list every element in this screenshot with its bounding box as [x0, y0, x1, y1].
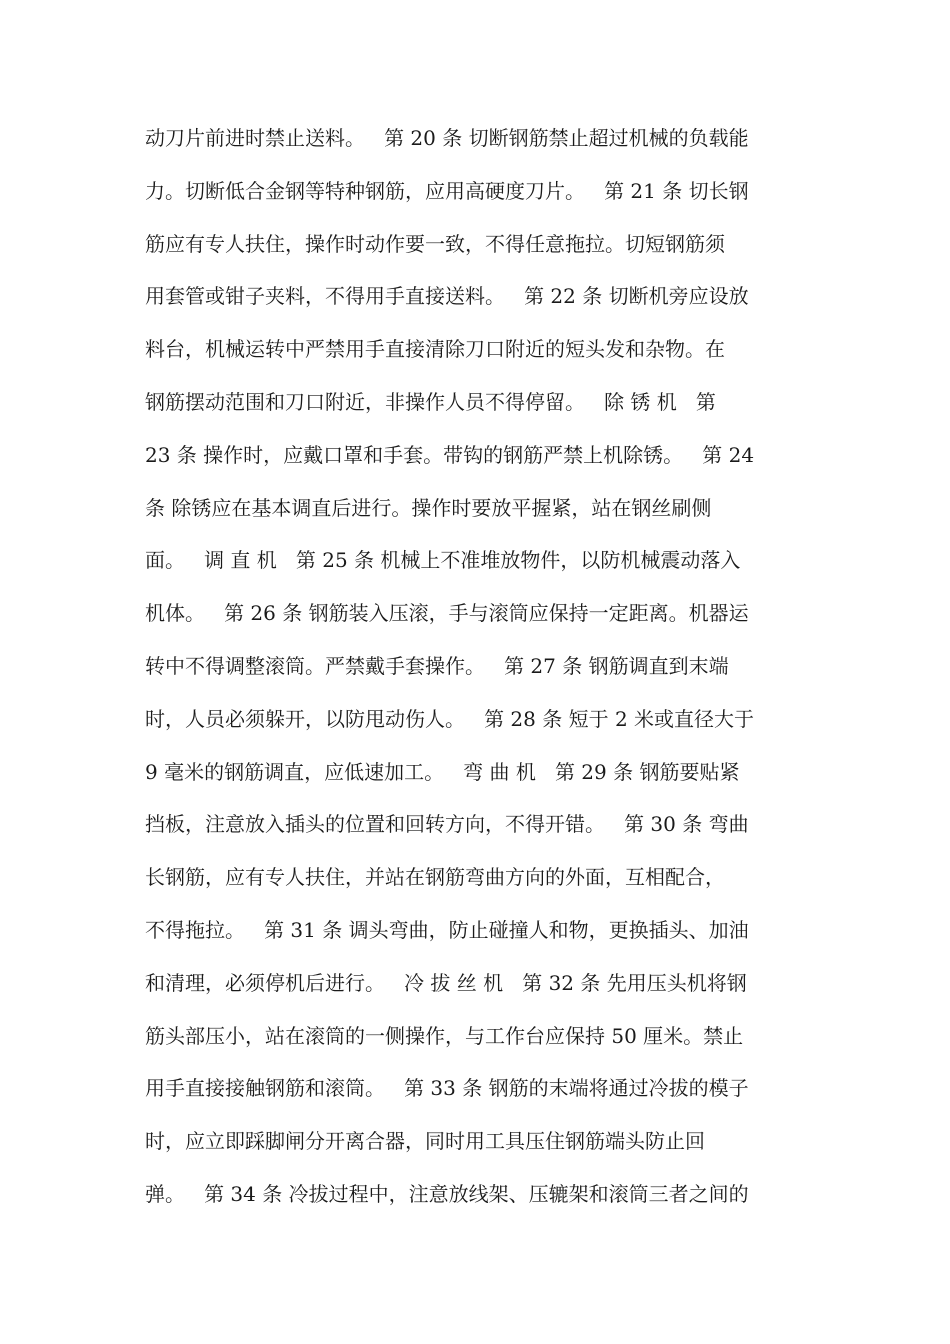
text-line: 筋应有专人扶住，操作时动作要一致，不得任意拖拉。切短钢筋须 [145, 231, 725, 256]
text-line: 23 条 操作时，应戴口罩和手套。带钩的钢筋严禁上机除锈。 第 24 [145, 442, 755, 467]
text-line: 料台，机械运转中严禁用手直接清除刀口附近的短头发和杂物。在 [145, 337, 725, 362]
text-line: 时，人员必须躲开，以防甩动伤人。 第 28 条 短于 2 米或直径大于 [145, 706, 755, 731]
text-line: 用手直接接触钢筋和滚筒。 第 33 条 钢筋的末端将通过冷拔的模子 [145, 1076, 749, 1101]
text-line: 用套管或钳子夹料，不得用手直接送料。 第 22 条 切断机旁应设放 [145, 284, 749, 309]
text-line: 挡板，注意放入插头的位置和回转方向，不得开错。 第 30 条 弯曲 [145, 812, 749, 837]
text-line: 动刀片前进时禁止送料。 第 20 条 切断钢筋禁止超过机械的负载能 [145, 126, 749, 150]
text-line: 9 毫米的钢筋调直，应低速加工。 弯 曲 机 第 29 条 钢筋要贴紧 [145, 759, 740, 784]
text-line: 和清理，必须停机后进行。 冷 拔 丝 机 第 32 条 先用压头机将钢 [145, 970, 747, 995]
text-line: 钢筋摆动范围和刀口附近，非操作人员不得停留。 除 锈 机 第 [145, 389, 716, 414]
text-line: 面。 调 直 机 第 25 条 机械上不准堆放物件，以防机械震动落入 [145, 548, 741, 573]
text-line: 弹。 第 34 条 冷拔过程中，注意放线架、压辘架和滚筒三者之间的 [145, 1181, 749, 1206]
text-line: 机体。 第 26 条 钢筋装入压滚，手与滚筒应保持一定距离。机器运 [145, 601, 749, 626]
text-line: 时，应立即踩脚闸分开离合器，同时用工具压住钢筋端头防止回 [145, 1129, 705, 1154]
text-line: 转中不得调整滚筒。严禁戴手套操作。 第 27 条 钢筋调直到末端 [145, 653, 729, 678]
text-line: 力。切断低合金钢等特种钢筋，应用高硬度刀片。 第 21 条 切长钢 [145, 178, 749, 203]
text-line: 不得拖拉。 第 31 条 调头弯曲，防止碰撞人和物，更换插头、加油 [145, 917, 749, 942]
text-line: 长钢筋，应有专人扶住，并站在钢筋弯曲方向的外面，互相配合， [145, 865, 725, 890]
text-line: 条 除锈应在基本调直后进行。操作时要放平握紧，站在钢丝刷侧 [145, 495, 712, 520]
body-text [145, 118, 825, 1227]
text-line: 筋头部压小，站在滚筒的一侧操作，与工作台应保持 50 厘米。禁止 [145, 1023, 744, 1048]
